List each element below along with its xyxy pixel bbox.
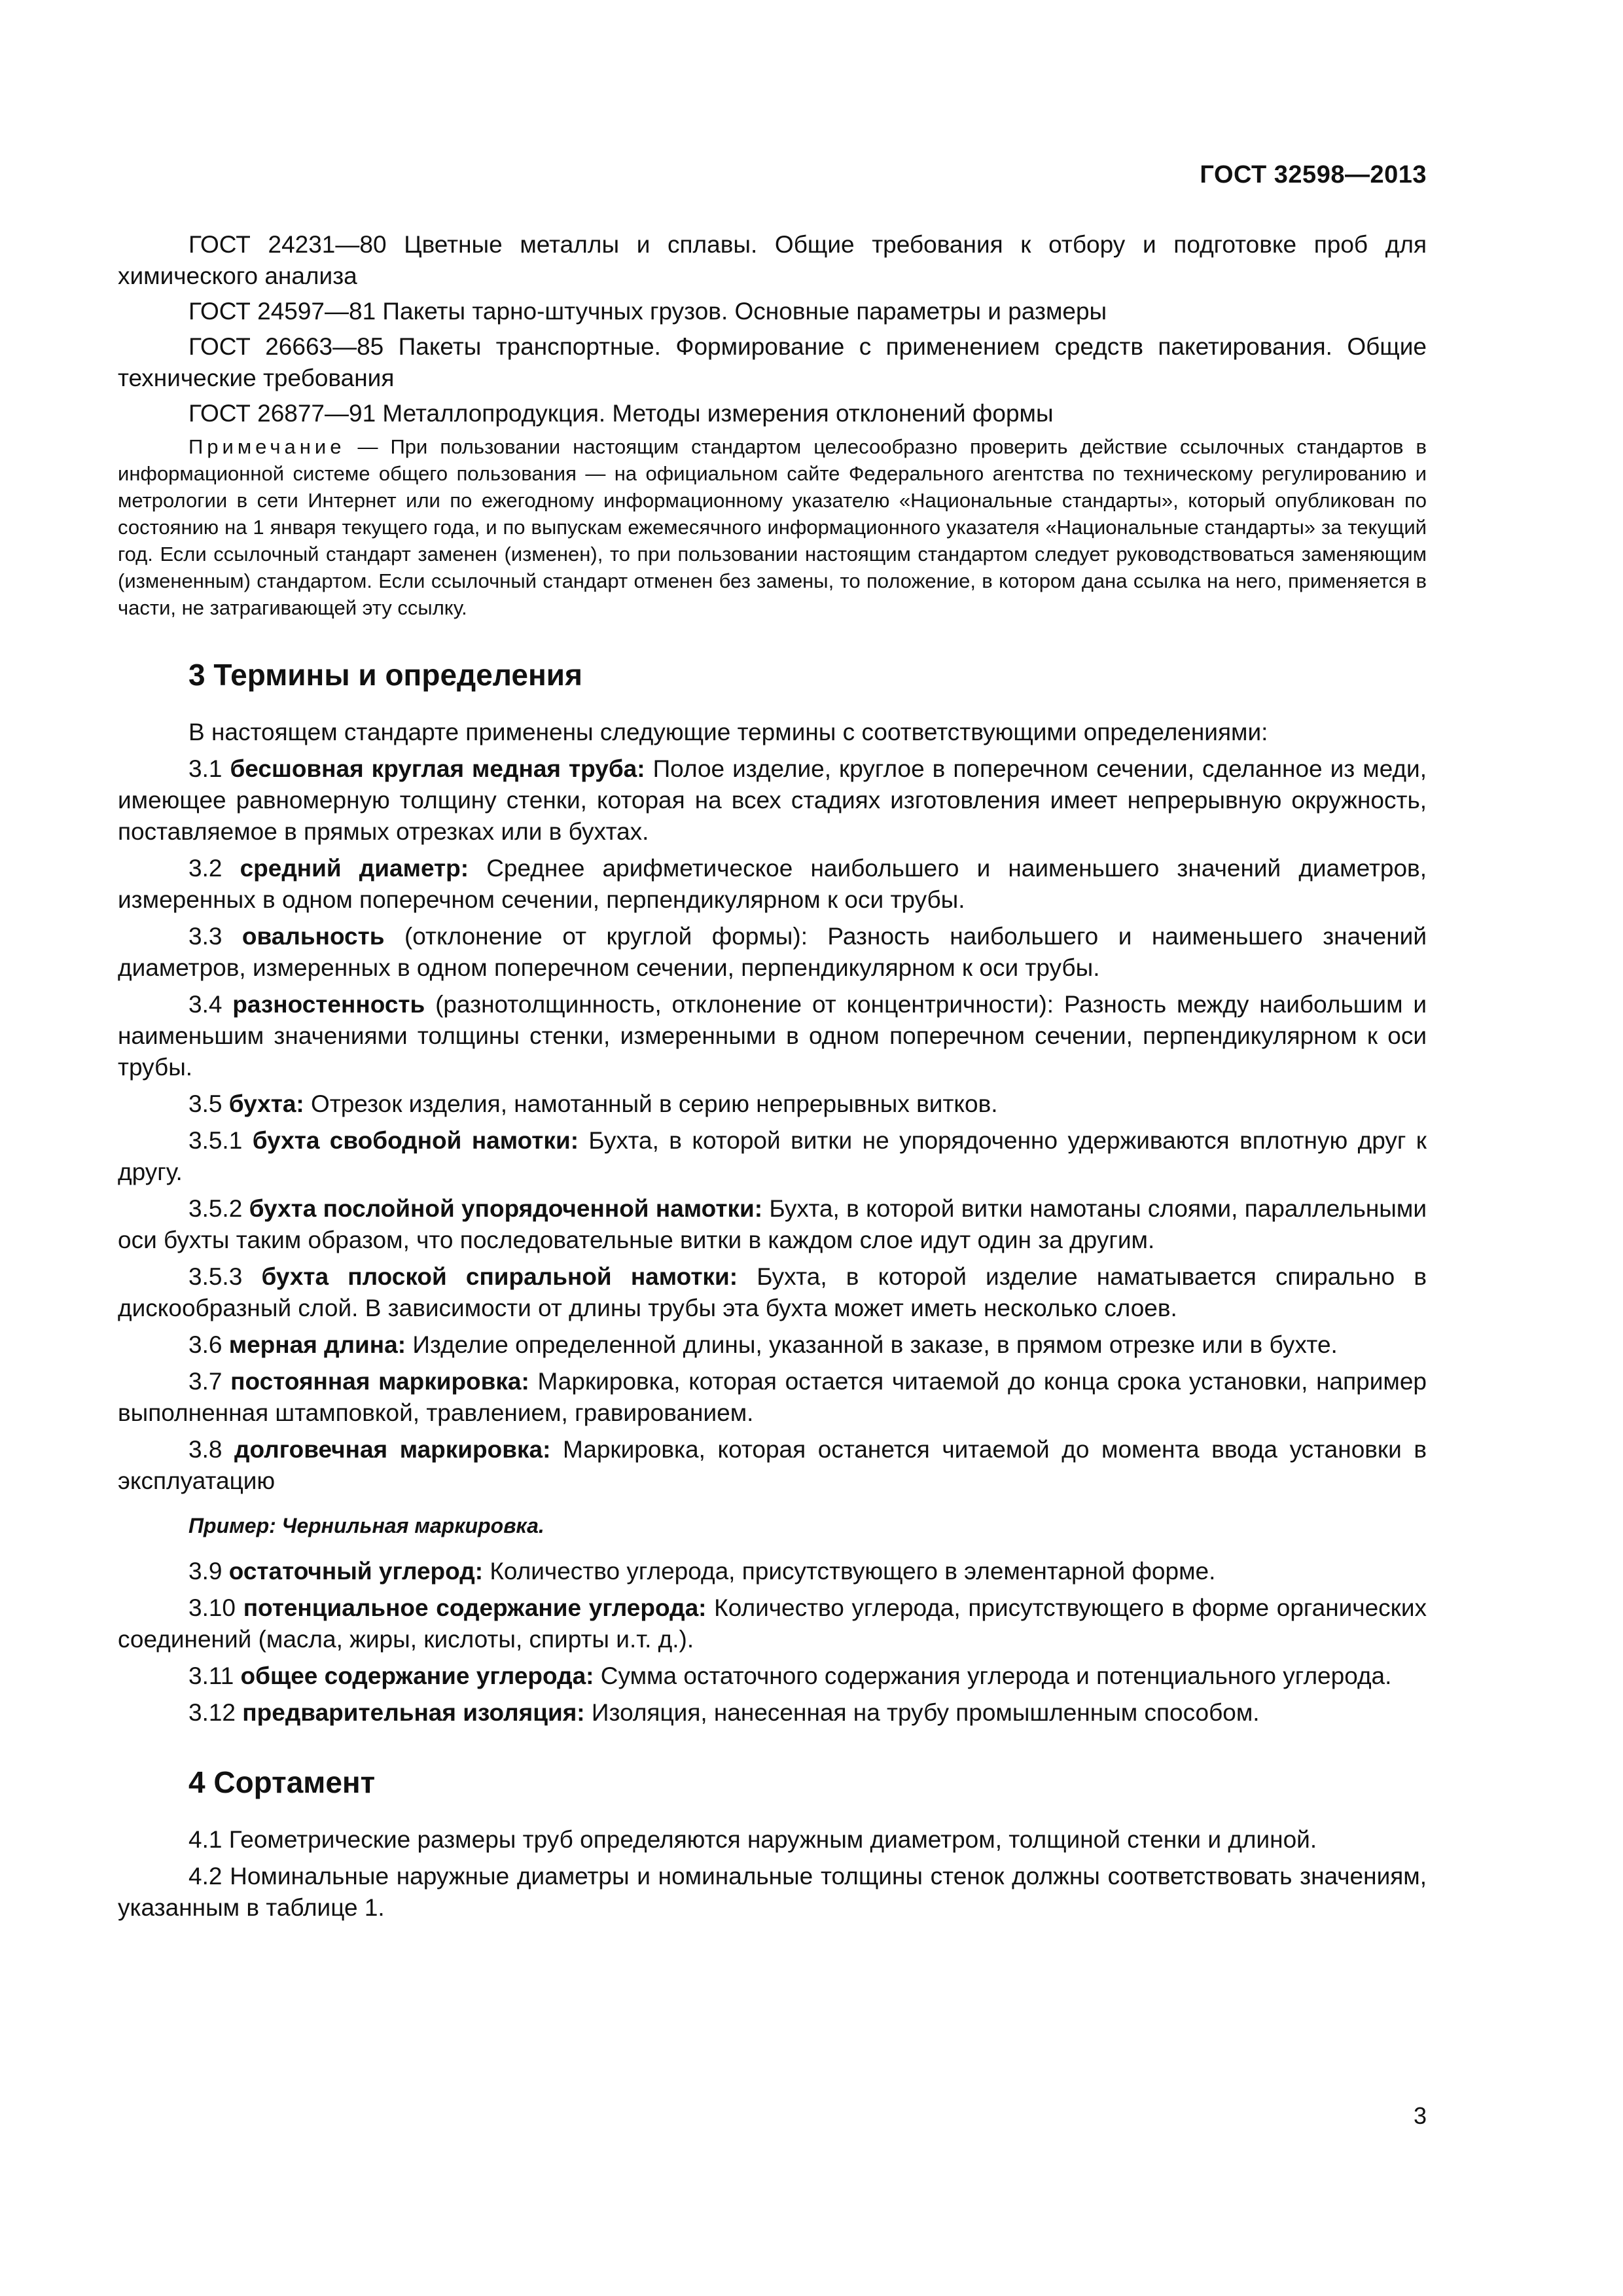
definition-item: 3.10 потенциальное содержание углерода: Количество углерода, присутствующего в форме органических соединений (масла, жиры, кислоты, спирты и.т. д.). bbox=[118, 1594, 1427, 1653]
reference-line: ГОСТ 26877—91 Металлопродукция. Методы измерения отклонений формы bbox=[188, 400, 1054, 427]
document-header: ГОСТ 32598—2013 bbox=[1200, 161, 1427, 188]
reference-line: ГОСТ 24597—81 Пакеты тарно-штучных грузов. Основные параметры и размеры bbox=[188, 298, 1107, 325]
section-intro: В настоящем стандарте применены следующие термины с соответствующими определениями: bbox=[188, 719, 1268, 745]
reference-line: ГОСТ 24231—80 Цветные металлы и сплавы. Общие требования к отбору и подготовке проб для химического анализа bbox=[118, 231, 1427, 289]
note-label: Примечание bbox=[188, 435, 346, 458]
section-heading: 3 Термины и определения bbox=[188, 658, 582, 692]
term: общее содержание углерода: bbox=[240, 1662, 594, 1689]
term: постоянная маркировка: bbox=[230, 1368, 529, 1395]
term: бухта послойной упорядоченной намотки: bbox=[249, 1195, 763, 1222]
term: бесшовная круглая медная труба: bbox=[230, 755, 645, 782]
definition-item: 3.7 постоянная маркировка: Маркировка, которая остается читаемой до конца срока установки, например выполненная штамповкой, травлением, гравированием. bbox=[118, 1368, 1427, 1426]
term: средний диаметр: bbox=[240, 855, 469, 882]
section-heading: 4 Сортамент bbox=[188, 1765, 376, 1799]
document-page bbox=[118, 0, 1427, 2296]
definition-item: 3.4 разностенность (разнотолщинность, отклонение от концентричности): Разность между наибольшим и наименьшим значениями толщины стенки, измеренными в одном поперечном сечении, перпендикулярном к оси трубы. bbox=[118, 991, 1427, 1081]
definition-item: 3.2 средний диаметр: Среднее арифметическое наибольшего и наименьшего значений диаметров, измеренных в одном поперечном сечении, перпендикулярном к оси трубы. bbox=[118, 855, 1427, 913]
note-text: — При пользовании настоящим стандартом целесообразно проверить действие ссылочных стандартов в информационной системе общего пользования — на официальном сайте Федерального агентства по техническому регулированию и метрологии в сети Интернет или по ежегодному информационному указателю «Национальные стандарты», который опубликован по состоянию на 1 января текущего года, и по выпускам ежемесячного информационного указателя «Национальные стандарты» за текущий год. Если ссылочный стандарт заменен (изменен), то при пользовании настоящим стандартом следует руководствоваться заменяющим (измененным) стандартом. Если ссылочный стандарт отменен без замены, то положение, в котором дана ссылка на него, применяется в части, не затрагивающей эту ссылку. bbox=[118, 435, 1427, 619]
definition-item: 3.5.2 бухта послойной упорядоченной намотки: Бухта, в которой витки намотаны слоями, параллельными оси бухты таким образом, что последовательные витки в каждом слое идут один за другим. bbox=[118, 1195, 1427, 1253]
term: остаточный углерод: bbox=[228, 1558, 484, 1585]
paragraph: 4.1 Геометрические размеры труб определяются наружным диаметром, толщиной стенки и длиной. bbox=[188, 1826, 1317, 1853]
term: бухта свободной намотки: bbox=[252, 1127, 579, 1154]
term: мерная длина: bbox=[228, 1331, 406, 1358]
definition-item: 3.8 долговечная маркировка: Маркировка, которая останется читаемой до момента ввода установки в эксплуатацию bbox=[118, 1436, 1427, 1494]
definition-item: 3.6 мерная длина: Изделие определенной длины, указанной в заказе, в прямом отрезке или в бухте. bbox=[188, 1331, 1338, 1358]
term: долговечная маркировка: bbox=[234, 1436, 551, 1463]
term: предварительная изоляция: bbox=[242, 1699, 585, 1726]
definition-item: 3.5 бухта: Отрезок изделия, намотанный в серию непрерывных витков. bbox=[188, 1090, 998, 1117]
definition-item: 3.9 остаточный углерод: Количество углерода, присутствующего в элементарной форме. bbox=[188, 1558, 1216, 1585]
definition-item: 3.5.3 бухта плоской спиральной намотки: Бухта, в которой изделие наматывается спирально в дискообразный слой. В зависимости от длины трубы эта бухта может иметь несколько слоев. bbox=[118, 1263, 1427, 1321]
term: потенциальное содержание углерода: bbox=[243, 1594, 707, 1621]
term: разностенность bbox=[232, 991, 425, 1018]
definition-item: 3.11 общее содержание углерода: Сумма остаточного содержания углерода и потенциального углерода. bbox=[188, 1662, 1392, 1689]
definition-item: 3.3 овальность (отклонение от круглой формы): Разность наибольшего и наименьшего значений диаметров, измеренных в одном поперечном сечении, перпендикулярном к оси трубы. bbox=[118, 923, 1427, 981]
term: бухта плоской спиральной намотки: bbox=[261, 1263, 738, 1290]
definition-item: 3.5.1 бухта свободной намотки: Бухта, в которой витки не упорядоченно удерживаются вплотную друг к другу. bbox=[118, 1127, 1427, 1185]
term: бухта: bbox=[228, 1090, 304, 1117]
definition-item: 3.12 предварительная изоляция: Изоляция, нанесенная на трубу промышленным способом. bbox=[188, 1699, 1260, 1726]
page-number: 3 bbox=[1413, 2102, 1427, 2129]
note-paragraph bbox=[118, 433, 1427, 621]
example-note: Пример: Чернильная маркировка. bbox=[188, 1514, 544, 1537]
document-body bbox=[118, 229, 1427, 1929]
term: овальность bbox=[241, 923, 385, 950]
reference-line: ГОСТ 26663—85 Пакеты транспортные. Формирование с применением средств пакетирования. Общие технические требования bbox=[118, 333, 1427, 391]
definition-item: 3.1 бесшовная круглая медная труба: Полое изделие, круглое в поперечном сечении, сделанное из меди, имеющее равномерную толщину стенки, которая на всех стадиях изготовления имеет непрерывную окружность, поставляемое в прямых отрезках или в бухтах. bbox=[118, 755, 1427, 845]
paragraph: 4.2 Номинальные наружные диаметры и номинальные толщины стенок должны соответствовать значениям, указанным в таблице 1. bbox=[118, 1863, 1427, 1921]
